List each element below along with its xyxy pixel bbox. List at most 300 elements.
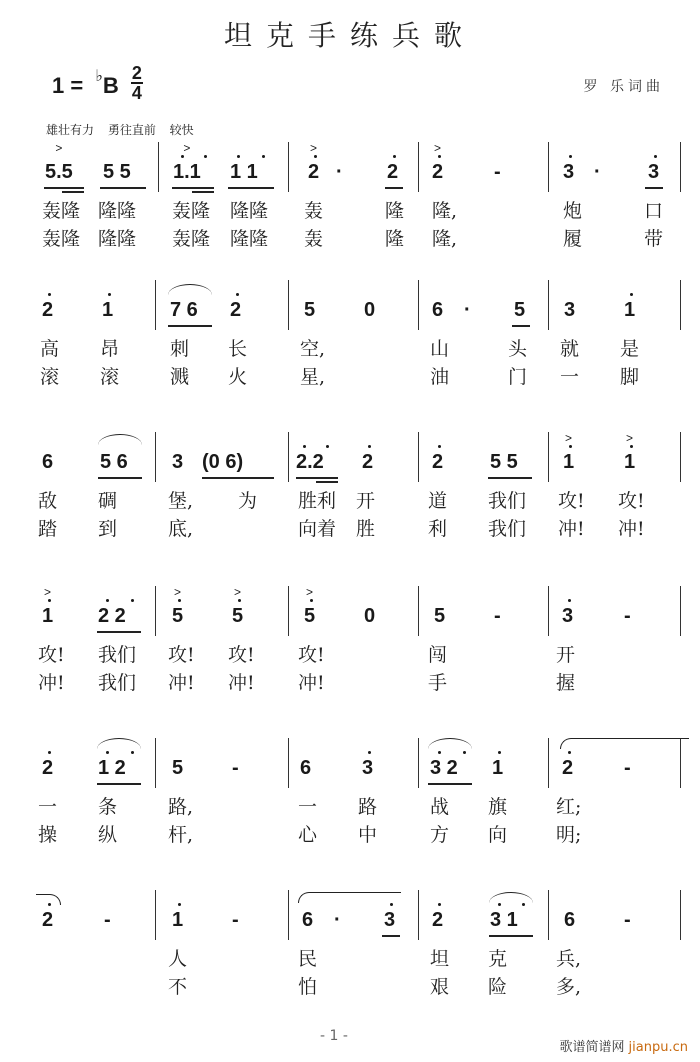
high-octave-dot-icon bbox=[236, 293, 239, 296]
note bbox=[624, 756, 631, 780]
note-text: 0 bbox=[364, 605, 376, 627]
eighth-underline bbox=[645, 187, 663, 189]
high-octave-dot-icon bbox=[106, 599, 109, 602]
high-octave-dot-icon bbox=[522, 903, 525, 906]
barline bbox=[155, 432, 156, 482]
key-letter: B bbox=[102, 72, 119, 98]
lyric-verse-1: 碉 bbox=[98, 490, 118, 512]
note bbox=[594, 160, 601, 184]
note-text: 5 bbox=[304, 299, 316, 321]
high-octave-dot-icon bbox=[238, 599, 241, 602]
note bbox=[230, 160, 258, 184]
lyric-verse-1: 是 bbox=[620, 338, 640, 360]
note bbox=[170, 298, 198, 322]
lyric-verse-2: 隆隆 bbox=[230, 228, 269, 250]
note-text: 1 1 bbox=[230, 161, 258, 183]
note-text: 6 bbox=[432, 299, 444, 321]
high-octave-dot-icon bbox=[48, 751, 51, 754]
tie-start bbox=[298, 892, 401, 903]
barline bbox=[288, 142, 289, 192]
eighth-underline bbox=[172, 187, 214, 189]
note-text: (0 6) bbox=[202, 451, 244, 473]
note-text: 2 bbox=[42, 299, 54, 321]
note-text: 2 bbox=[362, 451, 374, 473]
note-text: 6 bbox=[42, 451, 54, 473]
lyric-verse-1: 为 bbox=[238, 490, 258, 512]
eighth-underline bbox=[44, 187, 84, 189]
eighth-underline bbox=[97, 783, 141, 785]
lyric-verse-1: 克 bbox=[488, 948, 508, 970]
eighth-underline bbox=[98, 477, 142, 479]
note bbox=[42, 756, 53, 780]
barline bbox=[548, 890, 549, 940]
high-octave-dot-icon bbox=[498, 751, 501, 754]
high-octave-dot-icon bbox=[237, 155, 240, 158]
page-number: - 1 - bbox=[320, 1028, 348, 1044]
note bbox=[432, 908, 443, 932]
note bbox=[624, 908, 631, 932]
note-text: 2 bbox=[432, 909, 444, 931]
note-text: 1 bbox=[172, 909, 184, 931]
note bbox=[42, 450, 53, 474]
eighth-underline bbox=[428, 783, 472, 785]
eighth-underline bbox=[385, 187, 403, 189]
lyric-verse-1: 炮 bbox=[563, 200, 583, 222]
note bbox=[302, 908, 313, 932]
barline bbox=[680, 586, 681, 636]
note-text: 2 bbox=[230, 299, 242, 321]
lyric-verse-2: 隆, bbox=[432, 228, 458, 250]
note-text: 2 bbox=[387, 161, 399, 183]
lyric-verse-1: 一 bbox=[38, 796, 58, 818]
barline bbox=[155, 586, 156, 636]
note bbox=[490, 450, 518, 474]
note-text: 0 bbox=[364, 299, 376, 321]
lyric-verse-2: 我们 bbox=[488, 518, 527, 540]
lyric-verse-2: 胜 bbox=[356, 518, 376, 540]
eighth-underline bbox=[100, 187, 146, 189]
note-text: 6 bbox=[300, 757, 312, 779]
note bbox=[362, 756, 373, 780]
lyric-verse-1: 胜利 bbox=[298, 490, 337, 512]
lyric-verse-2: 底, bbox=[168, 518, 194, 540]
high-octave-dot-icon bbox=[498, 903, 501, 906]
high-octave-dot-icon bbox=[131, 599, 134, 602]
lyric-verse-2: 轰 bbox=[304, 228, 324, 250]
note-text: 2 bbox=[42, 909, 54, 931]
barline bbox=[288, 432, 289, 482]
eighth-underline bbox=[168, 325, 212, 327]
sixteenth-underline bbox=[62, 191, 84, 193]
barline bbox=[155, 890, 156, 940]
note bbox=[624, 431, 636, 474]
lyric-verse-1: 红; bbox=[556, 796, 582, 818]
note bbox=[102, 298, 113, 322]
lyric-verse-1: 隆, bbox=[432, 200, 458, 222]
lyric-verse-2: 明; bbox=[556, 824, 582, 846]
note bbox=[624, 298, 635, 322]
lyric-verse-2: 中 bbox=[358, 824, 378, 846]
lyric-verse-2: 轰隆 bbox=[42, 228, 81, 250]
high-octave-dot-icon bbox=[568, 599, 571, 602]
lyric-verse-1: 人 bbox=[168, 948, 188, 970]
time-signature bbox=[131, 64, 143, 102]
lyric-verse-2: 不 bbox=[168, 976, 188, 998]
barline bbox=[548, 738, 549, 788]
high-octave-dot-icon bbox=[390, 903, 393, 906]
lyric-verse-1: 轰 bbox=[304, 200, 324, 222]
accent-mark-icon: > bbox=[306, 585, 314, 599]
lyric-verse-2: 利 bbox=[428, 518, 448, 540]
score-row bbox=[0, 756, 700, 886]
note bbox=[304, 298, 315, 322]
lyric-verse-1: 山 bbox=[430, 338, 450, 360]
lyric-verse-2: 滚 bbox=[100, 366, 120, 388]
note-text: 1 bbox=[102, 299, 114, 321]
note-text: 5 bbox=[304, 605, 316, 627]
accent-mark-icon: > bbox=[626, 431, 634, 445]
lyric-verse-2: 到 bbox=[98, 518, 118, 540]
accent-mark-icon: > bbox=[565, 431, 573, 445]
high-octave-dot-icon bbox=[654, 155, 657, 158]
accent-mark-icon: > bbox=[183, 141, 191, 155]
high-octave-dot-icon bbox=[181, 155, 184, 158]
note-text: 3 2 bbox=[430, 757, 458, 779]
lyric-verse-1: 战 bbox=[430, 796, 450, 818]
lyric-verse-1: 轰隆 bbox=[172, 200, 211, 222]
high-octave-dot-icon bbox=[106, 751, 109, 754]
lyric-verse-1: 我们 bbox=[98, 644, 137, 666]
note bbox=[434, 604, 445, 628]
eighth-underline bbox=[382, 935, 400, 937]
lyric-verse-2: 冲! bbox=[168, 672, 195, 694]
note-text: · bbox=[336, 161, 343, 183]
lyric-verse-2: 心 bbox=[298, 824, 318, 846]
accent-mark-icon: > bbox=[234, 585, 242, 599]
lyric-verse-1: 攻! bbox=[228, 644, 255, 666]
lyric-verse-2: 冲! bbox=[38, 672, 65, 694]
note-text: 2 bbox=[432, 451, 444, 473]
lyric-verse-2: 手 bbox=[428, 672, 448, 694]
lyric-verse-2: 一 bbox=[560, 366, 580, 388]
note bbox=[564, 298, 575, 322]
note bbox=[562, 604, 573, 628]
lyric-verse-2: 握 bbox=[556, 672, 576, 694]
key-signature bbox=[52, 63, 143, 106]
lyric-verse-2: 冲! bbox=[228, 672, 255, 694]
note-text: 5 bbox=[172, 757, 184, 779]
barline bbox=[288, 586, 289, 636]
lyric-verse-1: 堡, bbox=[168, 490, 194, 512]
accent-mark-icon: > bbox=[44, 585, 52, 599]
high-octave-dot-icon bbox=[463, 751, 466, 754]
lyric-verse-2: 杆, bbox=[168, 824, 194, 846]
score-row bbox=[0, 141, 700, 290]
note bbox=[173, 141, 201, 184]
note bbox=[304, 585, 316, 628]
barline bbox=[418, 280, 419, 330]
barline bbox=[680, 890, 681, 940]
lyric-verse-1: 攻! bbox=[558, 490, 585, 512]
note bbox=[100, 450, 128, 474]
note-text: · bbox=[594, 161, 601, 183]
note bbox=[172, 450, 183, 474]
barline bbox=[158, 142, 159, 192]
note-text: - bbox=[624, 757, 631, 779]
note-text: 2 bbox=[432, 161, 444, 183]
note-text: 1 bbox=[624, 451, 636, 473]
lyric-verse-2: 星, bbox=[300, 366, 326, 388]
high-octave-dot-icon bbox=[303, 445, 306, 448]
lyric-verse-1: 攻! bbox=[618, 490, 645, 512]
flat-icon: ♭ bbox=[95, 67, 103, 85]
lyric-verse-2: 纵 bbox=[98, 824, 118, 846]
barline bbox=[418, 432, 419, 482]
lyric-verse-2: 冲! bbox=[298, 672, 325, 694]
lyric-verse-2: 门 bbox=[508, 366, 528, 388]
lyric-verse-2: 溅 bbox=[170, 366, 190, 388]
key-prefix: 1 = bbox=[52, 72, 90, 98]
high-octave-dot-icon bbox=[393, 155, 396, 158]
lyric-verse-2: 多, bbox=[556, 976, 582, 998]
note bbox=[490, 908, 518, 932]
lyric-verse-1: 道 bbox=[428, 490, 448, 512]
lyric-verse-2: 向着 bbox=[298, 518, 337, 540]
lyric-verse-1: 隆 bbox=[385, 200, 405, 222]
barline bbox=[155, 738, 156, 788]
note bbox=[494, 160, 501, 184]
note bbox=[98, 756, 126, 780]
lyric-verse-1: 路, bbox=[168, 796, 194, 818]
eighth-underline bbox=[512, 325, 530, 327]
barline bbox=[418, 142, 419, 192]
lyric-verse-1: 坦 bbox=[430, 948, 450, 970]
lyric-verse-1: 攻! bbox=[38, 644, 65, 666]
lyric-verse-1: 闯 bbox=[428, 644, 448, 666]
note bbox=[432, 450, 443, 474]
note bbox=[492, 756, 503, 780]
composer-credit: 罗 乐词曲 bbox=[583, 79, 664, 95]
note bbox=[42, 908, 53, 932]
barline bbox=[155, 280, 156, 330]
note bbox=[336, 160, 343, 184]
eighth-underline bbox=[296, 477, 338, 479]
high-octave-dot-icon bbox=[108, 293, 111, 296]
lyric-verse-1: 路 bbox=[358, 796, 378, 818]
song-title: 坦克手练兵歌 bbox=[223, 19, 476, 52]
accent-mark-icon: > bbox=[55, 141, 63, 155]
high-octave-dot-icon bbox=[310, 599, 313, 602]
note-text: - bbox=[624, 605, 631, 627]
note bbox=[230, 298, 241, 322]
lyric-verse-1: 一 bbox=[298, 796, 318, 818]
lyric-verse-1: 空, bbox=[300, 338, 326, 360]
high-octave-dot-icon bbox=[569, 445, 572, 448]
lyric-verse-2: 带 bbox=[644, 228, 664, 250]
tie-start bbox=[560, 738, 689, 749]
note-text: 5 6 bbox=[100, 451, 128, 473]
note-text: - bbox=[624, 909, 631, 931]
barline bbox=[418, 586, 419, 636]
lyric-verse-1: 昂 bbox=[100, 338, 120, 360]
note-text: - bbox=[494, 161, 501, 183]
high-octave-dot-icon bbox=[262, 155, 265, 158]
lyric-verse-1: 轰隆 bbox=[42, 200, 81, 222]
lyric-verse-2: 方 bbox=[430, 824, 450, 846]
note bbox=[387, 160, 398, 184]
high-octave-dot-icon bbox=[569, 155, 572, 158]
slur-arc bbox=[428, 738, 472, 749]
lyric-verse-2: 履 bbox=[563, 228, 583, 250]
note-text: 2 2 bbox=[98, 605, 126, 627]
lyric-verse-2: 冲! bbox=[558, 518, 585, 540]
lyric-verse-2: 滚 bbox=[40, 366, 60, 388]
note bbox=[563, 431, 575, 474]
barline bbox=[418, 738, 419, 788]
high-octave-dot-icon bbox=[568, 751, 571, 754]
lyric-verse-1: 攻! bbox=[298, 644, 325, 666]
note bbox=[624, 604, 631, 628]
high-octave-dot-icon bbox=[438, 751, 441, 754]
watermark-cn: 歌谱简谱网 bbox=[559, 1040, 625, 1055]
barline bbox=[548, 142, 549, 192]
note bbox=[308, 141, 320, 184]
note-text: 6 bbox=[302, 909, 314, 931]
barline bbox=[418, 890, 419, 940]
tempo-marking: 雄壮有力 勇往直前 较快 bbox=[46, 123, 194, 137]
note-text: 5 bbox=[434, 605, 446, 627]
time-numerator: 2 bbox=[131, 63, 142, 83]
lyric-verse-1: 攻! bbox=[168, 644, 195, 666]
note bbox=[564, 908, 575, 932]
note-text: 3 bbox=[648, 161, 660, 183]
score-row bbox=[0, 431, 700, 580]
high-octave-dot-icon bbox=[630, 445, 633, 448]
note bbox=[430, 756, 458, 780]
high-octave-dot-icon bbox=[178, 599, 181, 602]
lyric-verse-2: 火 bbox=[228, 366, 248, 388]
lyric-verse-1: 旗 bbox=[488, 796, 508, 818]
lyric-verse-2: 油 bbox=[430, 366, 450, 388]
high-octave-dot-icon bbox=[438, 155, 441, 158]
high-octave-dot-icon bbox=[48, 293, 51, 296]
lyric-verse-2: 艰 bbox=[430, 976, 450, 998]
note-text: 2 bbox=[308, 161, 320, 183]
lyric-verse-1: 我们 bbox=[488, 490, 527, 512]
note-text: 3 1 bbox=[490, 909, 518, 931]
note-text: 3 bbox=[172, 451, 184, 473]
lyric-verse-1: 刺 bbox=[170, 338, 190, 360]
lyric-verse-2: 冲! bbox=[618, 518, 645, 540]
score-row bbox=[0, 585, 700, 734]
note-text: 5 5 bbox=[490, 451, 518, 473]
high-octave-dot-icon bbox=[314, 155, 317, 158]
note bbox=[103, 160, 131, 184]
note-text: 3 bbox=[384, 909, 396, 931]
note-text: 1 bbox=[563, 451, 575, 473]
note-text: 1 bbox=[492, 757, 504, 779]
high-octave-dot-icon bbox=[204, 155, 207, 158]
note-text: 3 bbox=[562, 605, 574, 627]
eighth-underline bbox=[202, 477, 274, 479]
lyric-verse-2: 隆 bbox=[385, 228, 405, 250]
watermark-en: jianpu.cn bbox=[628, 1040, 688, 1055]
lyric-verse-2: 向 bbox=[488, 824, 508, 846]
time-denominator: 4 bbox=[131, 83, 142, 103]
eighth-underline bbox=[97, 631, 141, 633]
note bbox=[232, 908, 239, 932]
high-octave-dot-icon bbox=[438, 445, 441, 448]
note-text: - bbox=[232, 909, 239, 931]
high-octave-dot-icon bbox=[131, 751, 134, 754]
note bbox=[334, 908, 341, 932]
slur-arc bbox=[489, 892, 533, 903]
lyric-verse-2: 怕 bbox=[298, 976, 318, 998]
note-text: · bbox=[334, 909, 341, 931]
eighth-underline bbox=[228, 187, 274, 189]
tie-end bbox=[36, 894, 61, 905]
barline bbox=[680, 280, 681, 330]
score-row bbox=[0, 298, 700, 428]
note-text: 1.1 bbox=[173, 161, 201, 183]
sixteenth-underline bbox=[316, 481, 338, 483]
accent-mark-icon: > bbox=[434, 141, 442, 155]
note bbox=[232, 756, 239, 780]
lyric-verse-1: 高 bbox=[40, 338, 60, 360]
barline bbox=[288, 280, 289, 330]
high-octave-dot-icon bbox=[48, 599, 51, 602]
lyric-verse-2: 脚 bbox=[620, 366, 640, 388]
note-text: 1 2 bbox=[98, 757, 126, 779]
note-text: 5 bbox=[514, 299, 526, 321]
note-text: 3 bbox=[362, 757, 374, 779]
lyric-verse-2: 隆隆 bbox=[98, 228, 137, 250]
slur-arc bbox=[98, 434, 142, 445]
lyric-verse-2: 踏 bbox=[38, 518, 58, 540]
score-row bbox=[0, 908, 700, 1038]
note-text: - bbox=[232, 757, 239, 779]
note-text: - bbox=[494, 605, 501, 627]
watermark bbox=[560, 1036, 688, 1055]
lyric-verse-1: 开 bbox=[556, 644, 576, 666]
note bbox=[432, 298, 443, 322]
note-text: 7 6 bbox=[170, 299, 198, 321]
note bbox=[232, 585, 244, 628]
accent-mark-icon: > bbox=[174, 585, 182, 599]
eighth-underline bbox=[488, 477, 532, 479]
barline bbox=[548, 586, 549, 636]
note bbox=[364, 298, 375, 322]
barline bbox=[548, 280, 549, 330]
note bbox=[494, 604, 501, 628]
high-octave-dot-icon bbox=[178, 903, 181, 906]
note bbox=[45, 141, 73, 184]
note-text: · bbox=[464, 299, 471, 321]
note-text: 3 bbox=[563, 161, 575, 183]
note-text: 5 5 bbox=[103, 161, 131, 183]
note bbox=[362, 450, 373, 474]
note bbox=[202, 450, 243, 474]
eighth-underline bbox=[489, 935, 533, 937]
lyric-verse-1: 隆隆 bbox=[98, 200, 137, 222]
lyric-verse-1: 开 bbox=[356, 490, 376, 512]
lyric-verse-2: 操 bbox=[38, 824, 58, 846]
lyric-verse-1: 就 bbox=[560, 338, 580, 360]
lyric-verse-1: 民 bbox=[298, 948, 318, 970]
note bbox=[432, 141, 444, 184]
high-octave-dot-icon bbox=[326, 445, 329, 448]
barline bbox=[288, 738, 289, 788]
